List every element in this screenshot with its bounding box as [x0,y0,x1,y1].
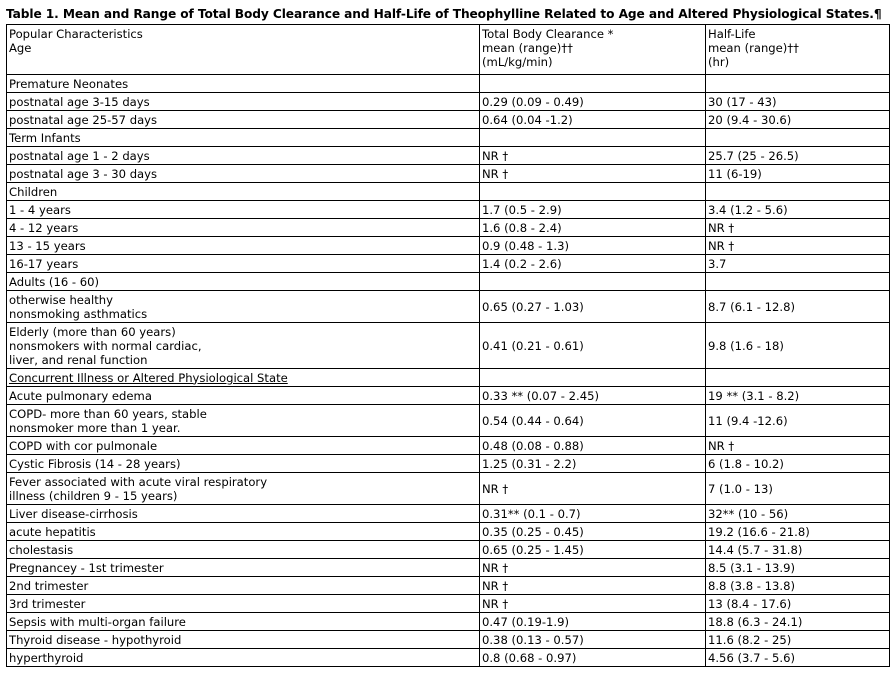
row-label: Concurrent Illness or Altered Physiological State [7,369,480,387]
half-life-cell: 3.7 [706,255,890,273]
clearance-cell [480,183,706,201]
row-label: 2nd trimester [7,577,480,595]
row-label: COPD with cor pulmonale [7,437,480,455]
table-row [7,455,890,473]
table-row [7,577,890,595]
table-row [7,473,890,505]
clearance-cell: 0.9 (0.48 - 1.3) [480,237,706,255]
row-label: Liver disease-cirrhosis [7,505,480,523]
clearance-cell: 0.38 (0.13 - 0.57) [480,631,706,649]
clearance-cell: 0.41 (0.21 - 0.61) [480,323,706,369]
table-row [7,631,890,649]
half-life-cell [706,369,890,387]
clearance-cell: 1.4 (0.2 - 2.6) [480,255,706,273]
row-label: Premature Neonates [7,75,480,93]
clearance-cell: 0.8 (0.68 - 0.97) [480,649,706,667]
table-row [7,147,890,165]
half-life-cell: 9.8 (1.6 - 18) [706,323,890,369]
table-row [7,505,890,523]
clearance-cell [480,75,706,93]
row-label: Adults (16 - 60) [7,273,480,291]
half-life-cell: NR † [706,219,890,237]
table-row [7,649,890,667]
row-label: postnatal age 1 - 2 days [7,147,480,165]
row-label: Cystic Fibrosis (14 - 28 years) [7,455,480,473]
half-life-cell: 32** (10 - 56) [706,505,890,523]
table-row [7,111,890,129]
clearance-cell: NR † [480,595,706,613]
clearance-cell: NR † [480,577,706,595]
table-row [7,613,890,631]
clearance-cell [480,129,706,147]
half-life-cell: 13 (8.4 - 17.6) [706,595,890,613]
half-life-cell: 14.4 (5.7 - 31.8) [706,541,890,559]
row-label: Elderly (more than 60 years) nonsmokers with normal cardiac, liver, and renal function [7,323,480,369]
table-row [7,387,890,405]
clearance-cell: 0.47 (0.19-1.9) [480,613,706,631]
half-life-cell: 11.6 (8.2 - 25) [706,631,890,649]
table-row [7,255,890,273]
theophylline-table [6,24,890,667]
half-life-cell: 11 (9.4 -12.6) [706,405,890,437]
row-label: 4 - 12 years [7,219,480,237]
row-label: 16-17 years [7,255,480,273]
header-half-life: Half-Life mean (range)†† (hr) [706,25,890,75]
half-life-cell: 8.7 (6.1 - 12.8) [706,291,890,323]
half-life-cell [706,129,890,147]
row-label: Acute pulmonary edema [7,387,480,405]
half-life-cell: 11 (6-19) [706,165,890,183]
row-label: COPD- more than 60 years, stable nonsmoker more than 1 year. [7,405,480,437]
clearance-cell [480,369,706,387]
clearance-cell [480,273,706,291]
half-life-cell [706,75,890,93]
row-label: Pregnancey - 1st trimester [7,559,480,577]
half-life-cell: 20 (9.4 - 30.6) [706,111,890,129]
clearance-cell: 0.64 (0.04 -1.2) [480,111,706,129]
clearance-cell: 1.6 (0.8 - 2.4) [480,219,706,237]
half-life-cell: NR † [706,437,890,455]
half-life-cell: NR † [706,237,890,255]
row-label: postnatal age 25-57 days [7,111,480,129]
row-label: acute hepatitis [7,523,480,541]
clearance-cell: 0.35 (0.25 - 0.45) [480,523,706,541]
half-life-cell [706,183,890,201]
section-row [7,129,890,147]
clearance-cell: NR † [480,165,706,183]
table-row [7,93,890,111]
table-row [7,165,890,183]
row-label: Children [7,183,480,201]
table-row [7,219,890,237]
table-title: Table 1. Mean and Range of Total Body Clearance and Half-Life of Theophylline Related to Age and Altered Physiological States.¶ [6,7,882,21]
half-life-cell: 3.4 (1.2 - 5.6) [706,201,890,219]
table-row [7,523,890,541]
table-row [7,559,890,577]
half-life-cell: 30 (17 - 43) [706,93,890,111]
clearance-cell: 0.65 (0.27 - 1.03) [480,291,706,323]
section-row [7,183,890,201]
half-life-cell: 25.7 (25 - 26.5) [706,147,890,165]
half-life-cell: 18.8 (6.3 - 24.1) [706,613,890,631]
table-row [7,201,890,219]
half-life-cell: 19.2 (16.6 - 21.8) [706,523,890,541]
row-label: 13 - 15 years [7,237,480,255]
table-header-row [7,25,890,75]
row-label: postnatal age 3 - 30 days [7,165,480,183]
section-row [7,273,890,291]
table-row [7,437,890,455]
row-label: postnatal age 3-15 days [7,93,480,111]
table-row [7,595,890,613]
clearance-cell: NR † [480,559,706,577]
clearance-cell: 0.54 (0.44 - 0.64) [480,405,706,437]
table-row [7,291,890,323]
table-row [7,541,890,559]
half-life-cell [706,273,890,291]
clearance-cell: 0.65 (0.25 - 1.45) [480,541,706,559]
row-label: hyperthyroid [7,649,480,667]
row-label: otherwise healthy nonsmoking asthmatics [7,291,480,323]
header-clearance: Total Body Clearance * mean (range)†† (mL/kg/min) [480,25,706,75]
half-life-cell: 8.8 (3.8 - 13.8) [706,577,890,595]
clearance-cell: 1.25 (0.31 - 2.2) [480,455,706,473]
clearance-cell: 0.31** (0.1 - 0.7) [480,505,706,523]
half-life-cell: 19 ** (3.1 - 8.2) [706,387,890,405]
half-life-cell: 4.56 (3.7 - 5.6) [706,649,890,667]
clearance-cell: 0.33 ** (0.07 - 2.45) [480,387,706,405]
row-label: cholestasis [7,541,480,559]
header-characteristics: Popular Characteristics Age [7,25,480,75]
row-label: Fever associated with acute viral respiratory illness (children 9 - 15 years) [7,473,480,505]
table-row [7,237,890,255]
table-row [7,405,890,437]
half-life-cell: 6 (1.8 - 10.2) [706,455,890,473]
clearance-cell: 0.29 (0.09 - 0.49) [480,93,706,111]
clearance-cell: 1.7 (0.5 - 2.9) [480,201,706,219]
row-label: 1 - 4 years [7,201,480,219]
clearance-cell: NR † [480,147,706,165]
section-row [7,369,890,387]
row-label: Sepsis with multi-organ failure [7,613,480,631]
half-life-cell: 7 (1.0 - 13) [706,473,890,505]
row-label: Thyroid disease - hypothyroid [7,631,480,649]
row-label: 3rd trimester [7,595,480,613]
half-life-cell: 8.5 (3.1 - 13.9) [706,559,890,577]
clearance-cell: NR † [480,473,706,505]
section-row [7,75,890,93]
row-label: Term Infants [7,129,480,147]
table-row [7,323,890,369]
clearance-cell: 0.48 (0.08 - 0.88) [480,437,706,455]
